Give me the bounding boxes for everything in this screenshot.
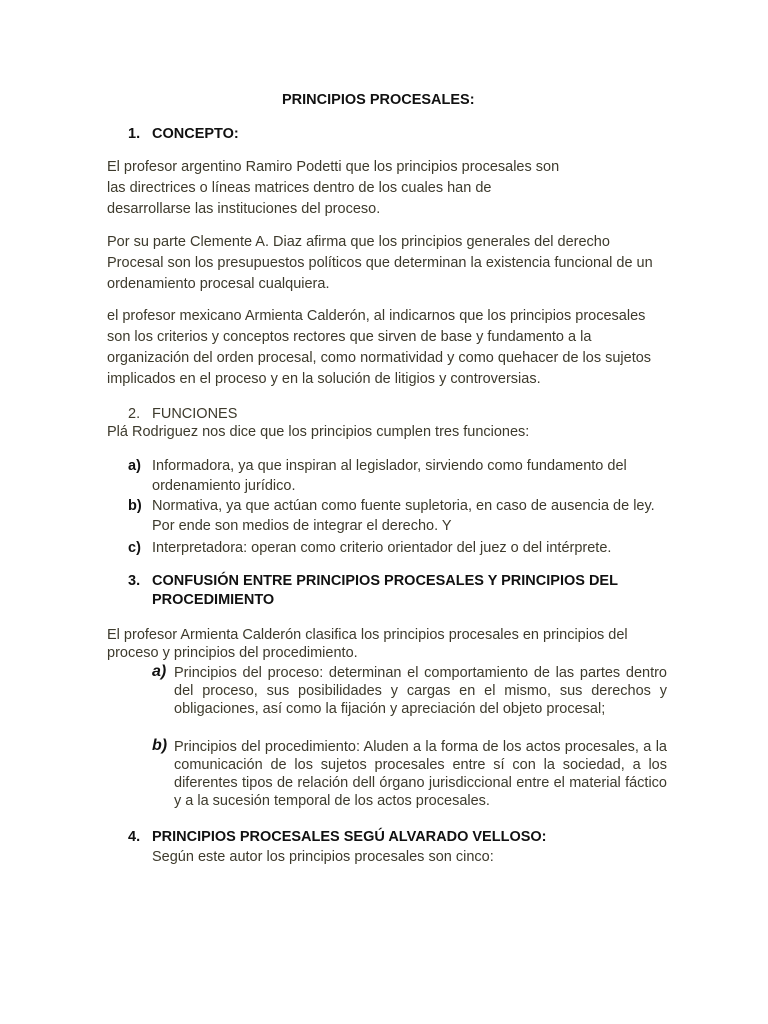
section-2-number: 2.	[128, 406, 141, 422]
document-title: PRINCIPIOS PROCESALES:	[282, 92, 475, 108]
paragraph-podetti: El profesor argentino Ramiro Podetti que los principios procesales son las directrices o líneas matrices dentro de los cuales han de desarrollarse las instituciones del proceso.	[107, 159, 560, 217]
section-4-heading: PRINCIPIOS PROCESALES SEGÚ ALVARADO VELLOSO:	[152, 829, 547, 845]
section-4-number: 4.	[128, 829, 141, 845]
list-marker-c: c)	[128, 540, 141, 556]
section-2-intro: Plá Rodriguez nos dice que los principios cumplen tres funciones:	[107, 424, 530, 440]
section-1-heading: CONCEPTO:	[152, 126, 239, 142]
section-3-heading-line1: CONFUSIÓN ENTRE PRINCIPIOS PROCESALES Y PRINCIPIOS DEL	[152, 573, 618, 589]
section-4-text: Según este autor los principios procesales son cinco:	[152, 849, 494, 865]
list-marker-a-italic: a)	[152, 663, 167, 680]
paragraph-armienta: el profesor mexicano Armienta Calderón, al indicarnos que los principios procesales son los criterios y conceptos rectores que sirven de base y fundamento a la organización del orden procesal, como normatividad y como quehacer de los sujetos implicados en el proceso y en la solución de litigios y controversias.	[107, 308, 652, 387]
paragraph-diaz: Por su parte Clemente A. Diaz afirma que los principios generales del derecho Procesal son los presupuestos políticos que determinan la existencia funcional de un ordenamiento procesal cualquiera.	[107, 234, 653, 292]
list-marker-a: a)	[128, 458, 141, 474]
list-item-principios-del-proceso: Principios del proceso: determinan el comportamiento de las partes dentro del proceso, sus posibilidades y cargas en el mismo, sus derechos y obligaciones, así como la fijación y apreciación del objeto procesal;	[174, 665, 667, 717]
list-item-normativa: Normativa, ya que actúan como fuente supletoria, en caso de ausencia de ley. Por ende son medios de integrar el derecho. Y	[152, 498, 655, 534]
list-item-informadora: Informadora, ya que inspiran al legislador, sirviendo como fundamento del ordenamiento jurídico.	[152, 458, 627, 494]
list-item-principios-del-procedimiento: Principios del procedimiento: Aluden a la forma de los actos procesales, a la comunicación de los sujetos procesales entre sí con la sociedad, a los diferentes tipos de relación dell órgano jurisdiccional entre el material fáctico y a la sucesión temporal de los actos procesales.	[174, 739, 667, 809]
list-marker-b: b)	[128, 498, 142, 514]
section-3-intro: El profesor Armienta Calderón clasifica los principios procesales en principios del proceso y principios del procedimiento.	[107, 627, 628, 661]
section-3-number: 3.	[128, 573, 141, 589]
list-item-interpretadora: Interpretadora: operan como criterio orientador del juez o del intérprete.	[152, 540, 612, 556]
list-marker-b-italic: b)	[152, 737, 168, 754]
section-2-heading: FUNCIONES	[152, 406, 238, 422]
section-3-heading-line2: PROCEDIMIENTO	[152, 592, 275, 608]
section-1-number: 1.	[128, 126, 141, 142]
